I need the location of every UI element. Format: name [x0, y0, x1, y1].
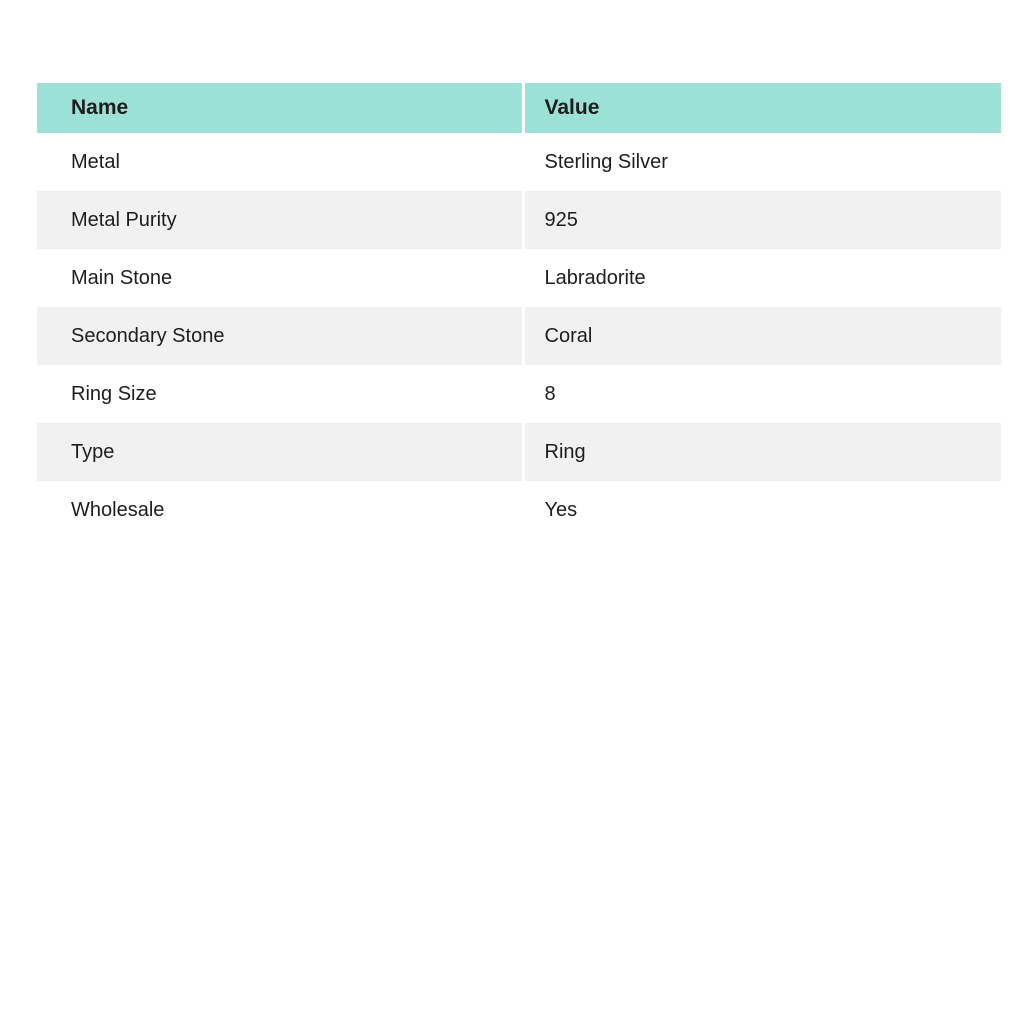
attribute-name-cell: Wholesale [37, 481, 523, 539]
table-row [37, 307, 1001, 365]
table-header [37, 83, 1001, 133]
attribute-value-cell: 925 [523, 191, 1001, 249]
attribute-name-cell: Type [37, 423, 523, 481]
table-body [37, 133, 1001, 539]
table-row [37, 249, 1001, 307]
table-row [37, 365, 1001, 423]
attribute-value-cell: Ring [523, 423, 1001, 481]
header-cell-value: Value [523, 83, 1001, 133]
table-row [37, 191, 1001, 249]
attribute-name-cell: Metal [37, 133, 523, 191]
header-cell-name: Name [37, 83, 523, 133]
header-row [37, 83, 1001, 133]
attribute-value-cell: Coral [523, 307, 1001, 365]
table-row [37, 481, 1001, 539]
attribute-name-cell: Main Stone [37, 249, 523, 307]
attribute-value-cell: Labradorite [523, 249, 1001, 307]
attribute-name-cell: Secondary Stone [37, 307, 523, 365]
attributes-table [37, 83, 1001, 539]
table-row [37, 133, 1001, 191]
attribute-value-cell: Sterling Silver [523, 133, 1001, 191]
table-row [37, 423, 1001, 481]
attribute-value-cell: Yes [523, 481, 1001, 539]
attribute-value-cell: 8 [523, 365, 1001, 423]
attribute-name-cell: Metal Purity [37, 191, 523, 249]
attribute-name-cell: Ring Size [37, 365, 523, 423]
